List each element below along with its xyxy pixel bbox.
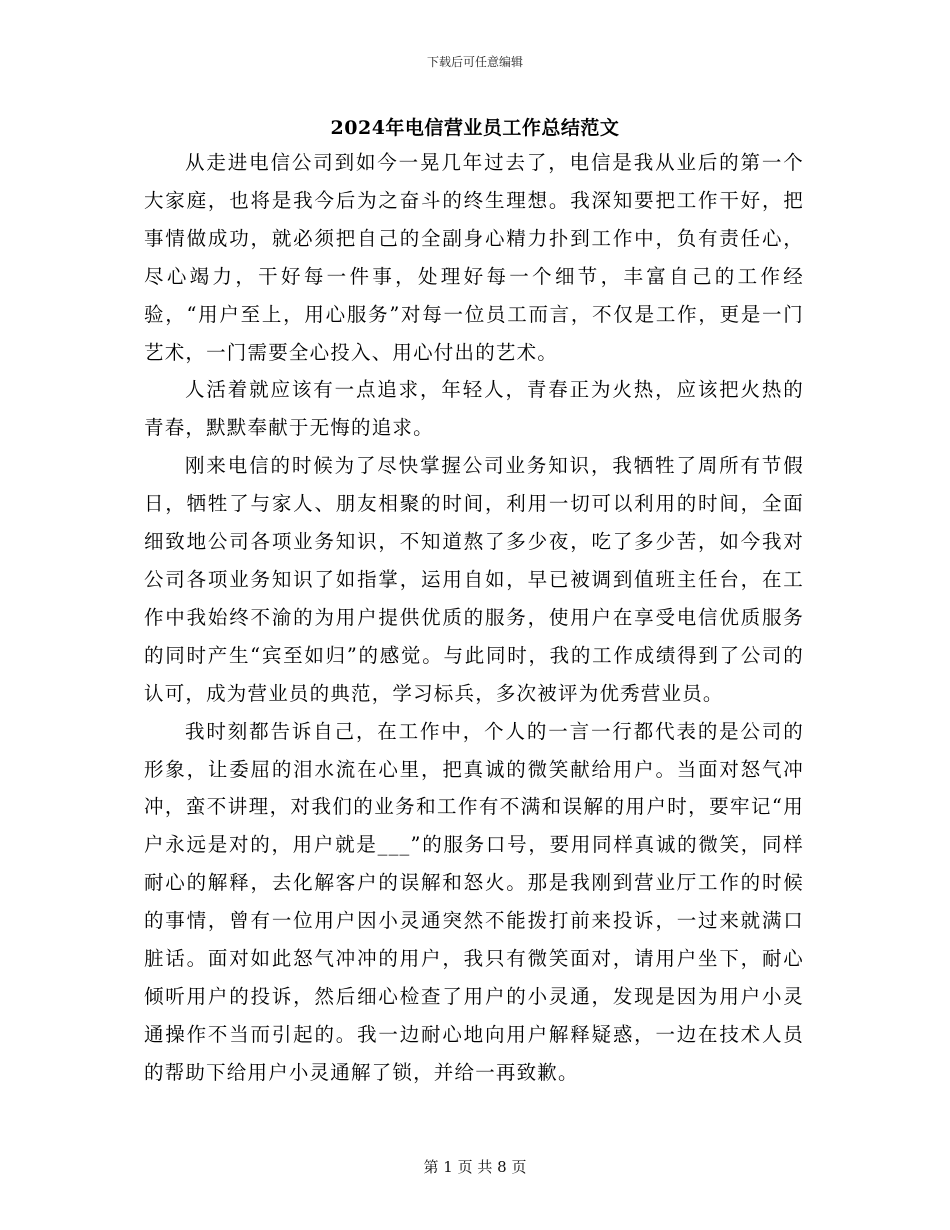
paragraph-2: 人活着就应该有一点追求，年轻人，青春正为火热，应该把火热的青春，默默奉献于无悔的追求。 [144,378,804,440]
page-number-footer: 第 1 页 共 8 页 [423,1158,527,1176]
page-header-note: 下载后可任意编辑 [426,55,523,69]
paragraph-3: 刚来电信的时候为了尽快掌握公司业务知识，我牺牲了周所有节假日，牺牲了与家人、朋友相聚的时间，利用一切可以利用的时间，全面细致地公司各项业务知识，不知道熬了多少夜，吃了多少苦，如今我对公司各项业务知识了如指掌，运用自如，早已被调到值班主任台，在工作中我始终不渝的为用户提供优质的服务，使用户在享受电信优质服务的同时产生“宾至如归”的感觉。与此同时，我的工作成绩得到了公司的认可，成为营业员的典范，学习标兵，多次被评为优秀营业员。 [144,454,804,705]
paragraph-4: 我时刻都告诉自己，在工作中，个人的一言一行都代表的是公司的形象，让委屈的泪水流在心里，把真诚的微笑献给用户。当面对怒气冲冲，蛮不讲理，对我们的业务和工作有不满和误解的用户时，要牢记“用户永远是对的，用户就是___”的服务口号，要用同样真诚的微笑，同样耐心的解释，去化解客户的误解和怒火。那是我刚到营业厅工作的时候的事情，曾有一位用户因小灵通突然不能拨打前来投诉，一过来就满口脏话。面对如此怒气冲冲的用户，我只有微笑面对，请用户坐下，耐心倾听用户的投诉，然后细心检查了用户的小灵通，发现是因为用户小灵通操作不当而引起的。我一边耐心地向用户解释疑惑，一边在技术人员的帮助下给用户小灵通解了锁，并给一再致歉。 [144,719,804,1084]
paragraph-1: 从走进电信公司到如今一晃几年过去了，电信是我从业后的第一个大家庭，也将是我今后为之奋斗的终生理想。我深知要把工作干好，把事情做成功，就必须把自己的全副身心精力扑到工作中，负有责任心，尽心竭力，干好每一件事，处理好每一个细节，丰富自己的工作经验，“用户至上，用心服务”对每一位员工而言，不仅是工作，更是一门艺术，一门需要全心投入、用心付出的艺术。 [144,151,804,364]
document-title: 2024年电信营业员工作总结范文 [330,117,620,139]
document-body [144,144,804,1092]
